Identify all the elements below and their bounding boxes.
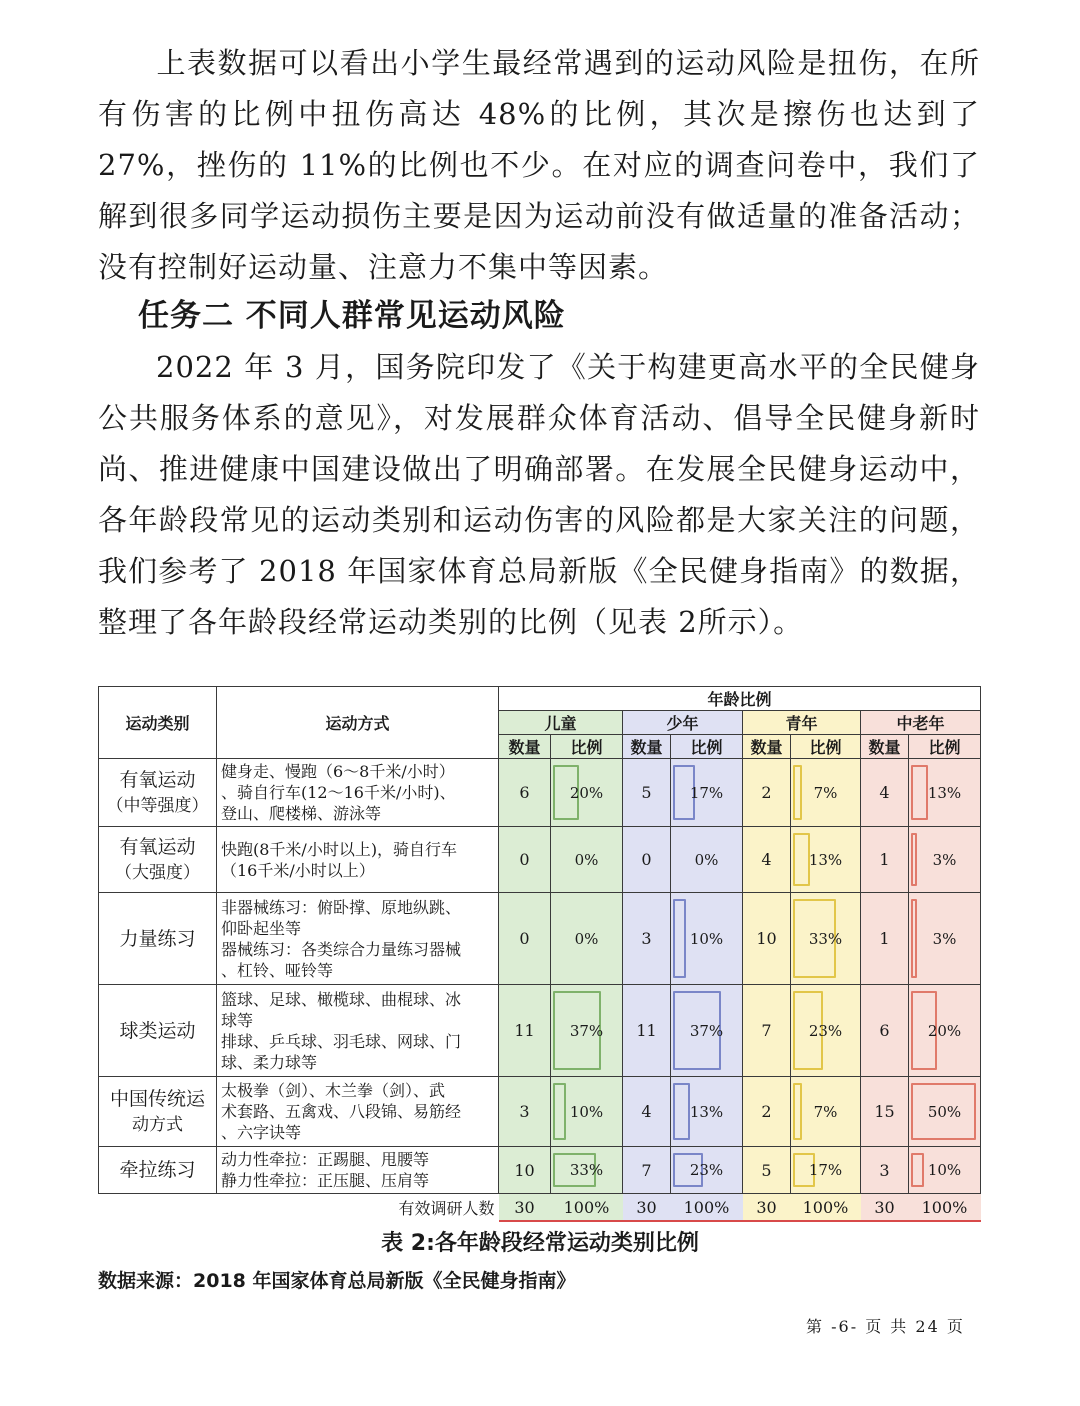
header-count: 数量 [743, 735, 791, 759]
header-count: 数量 [861, 735, 909, 759]
total-ratio: 100% [671, 1194, 743, 1222]
ratio-bar [673, 1083, 690, 1140]
ratio-value: 20% [569, 783, 604, 802]
ratio-value: 33% [569, 1161, 604, 1179]
paragraph-1 [98, 38, 980, 293]
method-line: 器械练习：各类综合力量练习器械 [221, 939, 462, 959]
header-category: 运动类别 [99, 687, 217, 759]
header-count: 数量 [499, 735, 551, 759]
ratio-value: 3% [932, 850, 957, 869]
header-group-senior: 中老年 [861, 711, 981, 735]
cell-ratio [791, 985, 861, 1077]
footer-suffix: 页 [946, 1317, 965, 1336]
method-line: 快跑(8千米/小时以上)，骑自行车 [221, 839, 458, 859]
header-age-ratio: 年龄比例 [499, 687, 981, 711]
cell-ratio [551, 827, 623, 893]
cell-ratio [671, 1147, 743, 1194]
cell-count: 1 [861, 893, 909, 985]
cell-ratio [909, 759, 981, 827]
table-row [99, 827, 981, 893]
page-total: 24 [915, 1317, 940, 1336]
method-line: 非器械练习：俯卧撑、原地纵跳、 [221, 897, 462, 917]
ratio-value: 7% [813, 1102, 838, 1121]
cell-ratio [551, 893, 623, 985]
cell-count: 3 [861, 1147, 909, 1194]
cell-count: 1 [861, 827, 909, 893]
row-category [99, 759, 217, 827]
cell-count: 6 [861, 985, 909, 1077]
cell-ratio [671, 827, 743, 893]
cell-count: 4 [861, 759, 909, 827]
ratio-bar [553, 1083, 566, 1140]
category-label: 有氧运动 [119, 835, 196, 858]
cell-count: 10 [499, 1147, 551, 1194]
cell-ratio [671, 985, 743, 1077]
cell-count: 0 [499, 893, 551, 985]
paragraph-2 [98, 342, 980, 648]
cell-count: 3 [499, 1077, 551, 1147]
method-line: 动力性牵拉：正踢腿、甩腰等 [221, 1150, 430, 1169]
row-method [217, 827, 499, 893]
header-ratio: 比例 [909, 735, 981, 759]
table-row [99, 985, 981, 1077]
cell-count: 15 [861, 1077, 909, 1147]
cell-ratio [909, 1077, 981, 1147]
method-line: 球等 [221, 1010, 254, 1030]
cell-ratio [791, 759, 861, 827]
ratio-bar [911, 833, 917, 886]
table-row [99, 1147, 981, 1194]
total-count: 30 [861, 1194, 909, 1222]
cell-count: 11 [499, 985, 551, 1077]
cell-ratio [551, 1077, 623, 1147]
method-line: 健身走、慢跑（6～8千米/小时） [221, 762, 455, 781]
ratio-bar [911, 899, 917, 978]
ratio-value: 17% [808, 1161, 843, 1179]
section-heading: 任务二 不同人群常见运动风险 [138, 298, 566, 334]
ratio-value: 50% [927, 1102, 962, 1121]
method-line: 、骑自行车(12～16千米/小时)、 [221, 783, 456, 802]
table-row [99, 759, 981, 827]
header-group-children: 儿童 [499, 711, 623, 735]
cell-ratio [791, 827, 861, 893]
category-label: 球类运动 [119, 1019, 196, 1042]
table-row [99, 1077, 981, 1147]
cell-ratio [791, 1147, 861, 1194]
cell-count: 0 [623, 827, 671, 893]
ratio-value: 10% [689, 929, 724, 948]
ratio-value: 3% [932, 929, 957, 948]
row-method [217, 985, 499, 1077]
cell-ratio [909, 893, 981, 985]
sports-table [98, 686, 980, 1222]
row-category [99, 827, 217, 893]
cell-count: 0 [499, 827, 551, 893]
ratio-value: 13% [689, 1102, 724, 1121]
ratio-value: 0% [694, 850, 719, 869]
total-row [99, 1194, 981, 1222]
row-method [217, 1077, 499, 1147]
row-method [217, 759, 499, 827]
ratio-value: 23% [689, 1161, 724, 1179]
cell-count: 5 [623, 759, 671, 827]
ratio-bar [673, 899, 686, 978]
page-footer [806, 1314, 965, 1337]
ratio-value: 10% [569, 1102, 604, 1121]
total-ratio: 100% [791, 1194, 861, 1222]
total-ratio: 100% [551, 1194, 623, 1222]
header-ratio: 比例 [671, 735, 743, 759]
method-line: 、杠铃、哑铃等 [221, 960, 334, 980]
ratio-bar [911, 765, 928, 820]
total-ratio: 100% [909, 1194, 981, 1222]
cell-ratio [551, 1147, 623, 1194]
ratio-value: 20% [927, 1021, 962, 1040]
ratio-value: 37% [689, 1021, 724, 1040]
ratio-bar [911, 1153, 924, 1187]
method-line: 术套路、五禽戏、八段锦、易筋经 [221, 1102, 462, 1121]
cell-ratio [551, 985, 623, 1077]
cell-ratio [909, 985, 981, 1077]
cell-count: 2 [743, 1077, 791, 1147]
ratio-value: 23% [808, 1021, 843, 1040]
category-sublabel: （中等强度） [106, 795, 209, 816]
row-category [99, 1077, 217, 1147]
method-line: 球、柔力球等 [221, 1052, 318, 1072]
cell-count: 11 [623, 985, 671, 1077]
ratio-value: 37% [569, 1021, 604, 1040]
header-group-youth: 青年 [743, 711, 861, 735]
total-count: 30 [623, 1194, 671, 1222]
cell-ratio [671, 893, 743, 985]
header-count: 数量 [623, 735, 671, 759]
cell-ratio [551, 759, 623, 827]
table-caption: 表 2:各年龄段经常运动类别比例 [381, 1231, 699, 1256]
method-line: 静力性牵拉：正压腿、压肩等 [221, 1171, 430, 1190]
paragraph-2-text: 2022 年 3 月，国务院印发了《关于构建更高水平的全民健身公共服务体系的意见》，对发展群众体育活动、倡导全民健身新时尚、推进健康中国建设做出了明确部署。在发展全民健身运动中，各年龄段常见的运动类别和运动伤害的风险都是大家关注的问题，我们参考了 2018 年国家体育总局新版《全民健身指南》的数据，整理了各年龄段经常运动类别的比例（见表 2所示）。 [98, 350, 980, 639]
cell-ratio [791, 893, 861, 985]
cell-count: 10 [743, 893, 791, 985]
cell-count: 3 [623, 893, 671, 985]
method-line: 、六字诀等 [221, 1123, 302, 1142]
total-count: 30 [743, 1194, 791, 1222]
ratio-value: 17% [689, 783, 724, 802]
cell-count: 7 [743, 985, 791, 1077]
row-category [99, 1147, 217, 1194]
category-sublabel: 动方式 [132, 1114, 183, 1135]
row-category [99, 985, 217, 1077]
cell-ratio [671, 759, 743, 827]
cell-count: 4 [623, 1077, 671, 1147]
total-count: 30 [499, 1194, 551, 1222]
ratio-bar [793, 833, 810, 886]
ratio-bar [793, 765, 802, 820]
ratio-value: 33% [808, 929, 843, 948]
footer-middle: 页 共 [865, 1317, 909, 1336]
method-line: 仰卧起坐等 [221, 918, 302, 938]
cell-count: 5 [743, 1147, 791, 1194]
method-line: 太极拳（剑）、木兰拳（剑）、武 [221, 1081, 446, 1100]
cell-count: 6 [499, 759, 551, 827]
cell-ratio [791, 1077, 861, 1147]
ratio-value: 0% [574, 850, 599, 869]
row-method [217, 1147, 499, 1194]
ratio-value: 13% [927, 783, 962, 802]
method-line: 排球、乒乓球、羽毛球、网球、门 [221, 1031, 462, 1051]
method-line: 篮球、足球、橄榄球、曲棍球、冰 [221, 989, 462, 1009]
data-source: 数据来源：2018 年国家体育总局新版《全民健身指南》 [98, 1270, 576, 1292]
table-row [99, 893, 981, 985]
cell-ratio [909, 827, 981, 893]
header-ratio: 比例 [791, 735, 861, 759]
header-method: 运动方式 [217, 687, 499, 759]
category-label: 力量练习 [119, 927, 196, 950]
cell-count: 2 [743, 759, 791, 827]
ratio-value: 10% [927, 1161, 962, 1179]
cell-count: 4 [743, 827, 791, 893]
page-number: -6- [831, 1317, 859, 1336]
cell-ratio [909, 1147, 981, 1194]
paragraph-1-text: 上表数据可以看出小学生最经常遇到的运动风险是扭伤，在所有伤害的比例中扭伤高达 48%的比例，其次是擦伤也达到了 27%，挫伤的 11%的比例也不少。在对应的调查问卷中，我们了解到很多同学运动损伤主要是因为运动前没有做适量的准备活动；没有控制好运动量、注意力不集中等因素。 [98, 46, 980, 284]
category-label: 牵拉练习 [119, 1159, 196, 1181]
row-method [217, 893, 499, 985]
category-label: 中国传统运 [109, 1087, 205, 1110]
ratio-bar [793, 1083, 802, 1140]
category-sublabel: （大强度） [115, 862, 200, 883]
ratio-value: 0% [574, 929, 599, 948]
header-ratio: 比例 [551, 735, 623, 759]
header-group-teen: 少年 [623, 711, 743, 735]
method-line: 登山、爬楼梯、游泳等 [221, 804, 382, 823]
ratio-value: 13% [808, 850, 843, 869]
category-label: 有氧运动 [119, 768, 196, 791]
ratio-value: 7% [813, 783, 838, 802]
total-label: 有效调研人数 [398, 1199, 495, 1218]
method-line: （16千米/小时以上） [221, 860, 375, 880]
footer-prefix: 第 [806, 1317, 825, 1336]
cell-ratio [671, 1077, 743, 1147]
cell-count: 7 [623, 1147, 671, 1194]
row-category [99, 893, 217, 985]
